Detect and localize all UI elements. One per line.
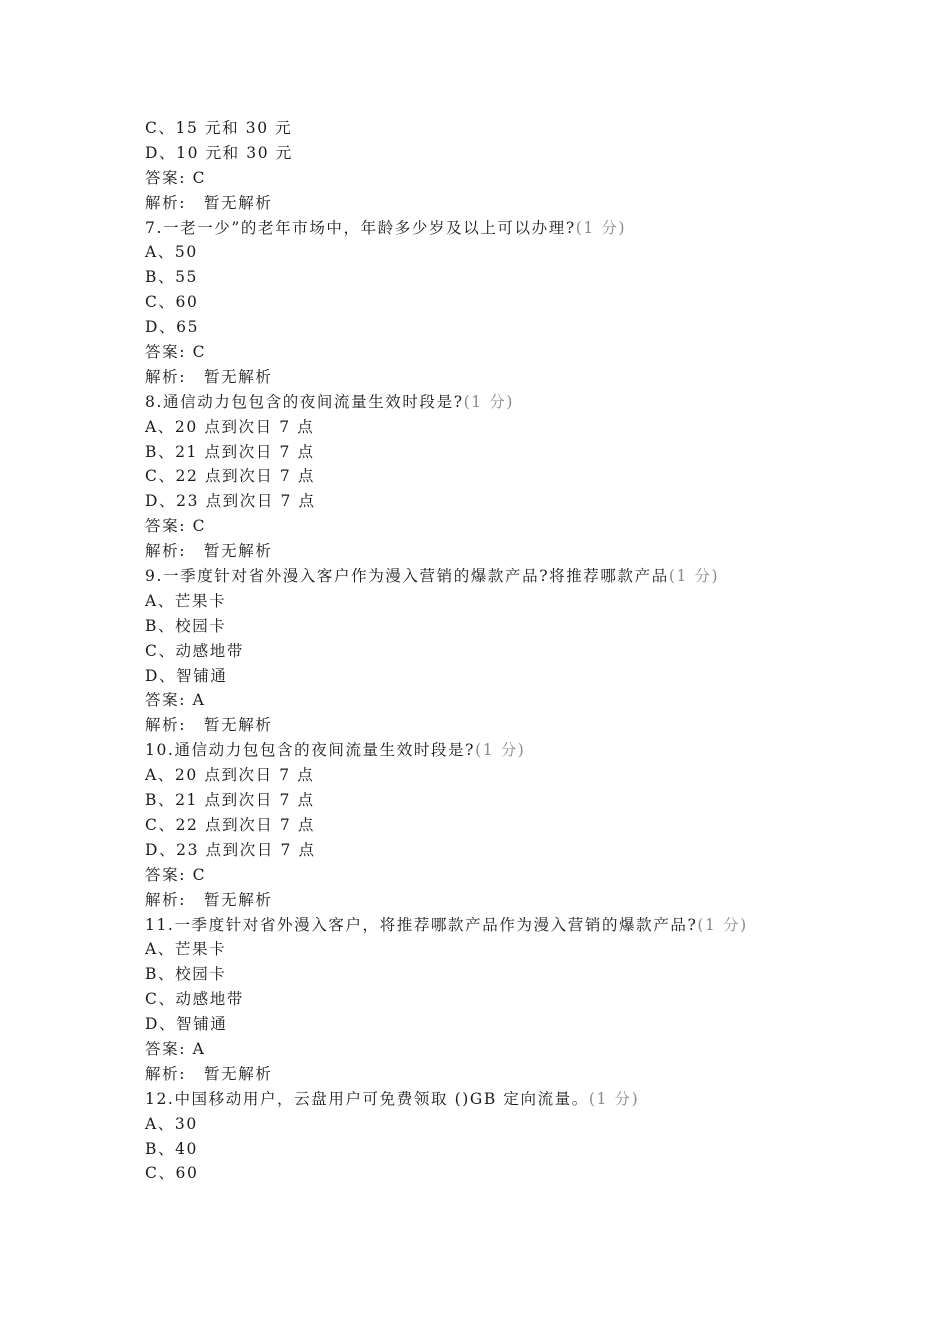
question-score: (1 分) <box>668 567 720 586</box>
analysis-value: 暂无解析 <box>204 542 273 561</box>
question-10 <box>145 738 795 912</box>
prev-question-block <box>145 116 795 216</box>
question-8 <box>145 390 795 564</box>
question-text: 7.一老一少”的老年市场中，年龄多少岁及以上可以办理? <box>145 218 576 237</box>
answer-value: C <box>192 343 207 362</box>
option-c: C、60 <box>145 1164 199 1183</box>
question-title <box>145 1087 795 1112</box>
question-text: 10.通信动力包包含的夜间流量生效时段是? <box>145 741 476 760</box>
option-b: B、校园卡 <box>145 965 227 984</box>
question-title <box>145 913 775 938</box>
analysis-label: 解析: <box>145 890 187 909</box>
answer-value: C <box>192 168 207 187</box>
option-a: A、芒果卡 <box>145 591 227 610</box>
answer-value: C <box>192 517 207 536</box>
option-b: B、21 点到次日 7 点 <box>145 442 315 461</box>
answer-value: A <box>192 1039 206 1058</box>
question-7 <box>145 216 795 390</box>
analysis-label: 解析: <box>145 542 187 561</box>
question-title <box>145 390 795 415</box>
analysis-value: 暂无解析 <box>204 890 273 909</box>
question-title <box>145 564 795 589</box>
option-b: B、40 <box>145 1139 199 1158</box>
analysis-line <box>145 1062 795 1087</box>
option-d: D、65 <box>145 318 200 337</box>
analysis-value: 暂无解析 <box>204 716 273 735</box>
question-text: 11.一季度针对省外漫入客户，将推荐哪款产品作为漫入营销的爆款产品? <box>145 915 698 934</box>
option-a: A、芒果卡 <box>145 940 227 959</box>
question-title <box>145 216 795 241</box>
document-page <box>145 116 795 1186</box>
answer-line <box>145 1037 795 1062</box>
analysis-value: 暂无解析 <box>204 1064 273 1083</box>
answer-label: 答案: <box>145 168 187 187</box>
option-c: C、22 点到次日 7 点 <box>145 467 316 486</box>
option-d: D、23 点到次日 7 点 <box>145 492 316 511</box>
analysis-line <box>145 888 795 913</box>
option-c: C、动感地带 <box>145 641 244 660</box>
answer-line <box>145 340 795 365</box>
analysis-line <box>145 539 795 564</box>
answer-line <box>145 688 795 713</box>
question-text: 8.通信动力包包含的夜间流量生效时段是? <box>145 392 464 411</box>
question-score: (1 分) <box>575 218 627 237</box>
option-d: D、智铺通 <box>145 1015 228 1034</box>
analysis-label: 解析: <box>145 716 187 735</box>
option-d: D、23 点到次日 7 点 <box>145 840 316 859</box>
answer-label: 答案: <box>145 343 187 362</box>
analysis-line <box>145 713 795 738</box>
answer-label: 答案: <box>145 865 187 884</box>
option-d: D、10 元和 30 元 <box>145 143 293 162</box>
answer-line <box>145 863 795 888</box>
question-12 <box>145 1087 795 1187</box>
analysis-value: 暂无解析 <box>204 193 273 212</box>
option-a: A、20 点到次日 7 点 <box>145 417 315 436</box>
option-a: A、20 点到次日 7 点 <box>145 766 315 785</box>
option-a: A、50 <box>145 243 198 262</box>
analysis-value: 暂无解析 <box>204 367 273 386</box>
option-b: B、21 点到次日 7 点 <box>145 791 315 810</box>
question-11 <box>145 913 795 1087</box>
option-c: C、60 <box>145 293 199 312</box>
question-text: 12.中国移动用户，云盘用户可免费领取 ()GB 定向流量。 <box>145 1089 589 1108</box>
answer-label: 答案: <box>145 691 187 710</box>
question-9 <box>145 564 795 738</box>
question-title <box>145 738 795 763</box>
option-c: C、22 点到次日 7 点 <box>145 815 316 834</box>
option-c: C、15 元和 30 元 <box>145 119 293 137</box>
analysis-label: 解析: <box>145 367 187 386</box>
answer-label: 答案: <box>145 1039 187 1058</box>
option-b: B、校园卡 <box>145 616 227 635</box>
option-a: A、30 <box>145 1114 198 1133</box>
question-score: (1 分) <box>475 741 526 760</box>
analysis-line <box>145 365 795 390</box>
question-score: (1 分) <box>463 392 514 411</box>
answer-line <box>145 514 795 539</box>
analysis-label: 解析: <box>145 1064 187 1083</box>
answer-label: 答案: <box>145 517 187 536</box>
analysis-label: 解析: <box>145 193 187 212</box>
analysis-line <box>145 191 795 216</box>
question-score: (1 分) <box>588 1089 640 1108</box>
option-b: B、55 <box>145 268 199 287</box>
answer-value: C <box>192 865 207 884</box>
question-text: 9.一季度针对省外漫入客户作为漫入营销的爆款产品?将推荐哪款产品 <box>145 567 669 586</box>
answer-value: A <box>192 691 206 710</box>
option-d: D、智铺通 <box>145 666 228 685</box>
answer-line <box>145 166 795 191</box>
option-c: C、动感地带 <box>145 990 244 1009</box>
question-score: (1 分) <box>697 915 748 934</box>
